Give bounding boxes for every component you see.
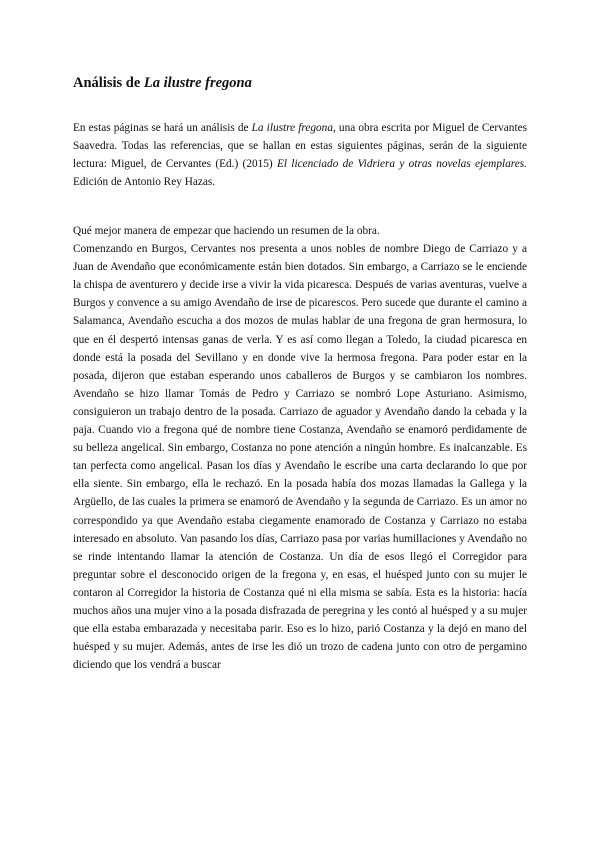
summary-lead: Qué mejor manera de empezar que haciendo un resumen de la obra. [73,225,380,237]
document-title [73,74,252,92]
intro-text-3: Edición de Antonio Rey Hazas. [73,176,216,189]
intro-paragraph [73,119,527,191]
intro-text-2: , una obra escrita por Miguel de Cervantes Saavedra. Todas las referencias, que se hallan en estas siguientes páginas, serán de la siguiente lectura: Miguel, de Cervantes (Ed.) (2015) [73,122,527,171]
intro-work-title: La ilustre fregona [251,122,333,134]
title-work: La ilustre fregona [143,75,252,91]
summary-paragraph [73,222,527,674]
intro-book-title: El licenciado de Vidriera y otras novelas ejemplares. [276,158,527,171]
summary-text: Comenzando en Burgos, Cervantes nos presenta a unos nobles de nombre Diego de Carriazo y a Juan de Avendaño que económicamente están bien dotados. Sin embargo, a Carriazo se le enciende la chispa de aventurero y decide irse a vivir la vida picaresca. Después de varias aventuras, vuelve a Burgos y convence a su amigo Avendaño de irse de picarescos. Pero sucede que durante el camino a Salamanca, Avendaño escucha a dos mozos de mulas hablar de una fregona de gran hermosura, lo que en él despertó intensas ganas de verla. Y es así como llegan a Toledo, la ciudad picaresca en donde está la posada del Sevillano y en donde vive la hermosa fregona. Para poder estar en la posada, dijeron que estaban esperando unos caballeros de Burgos y se cambiaron los nombres. Avendaño se hizo llamar Tomás de Pedro y Carriazo se nombró Lope Asturiano. Asimismo, consiguieron un trabajo dentro de la posada. Carriazo de aguador y Avendaño dando la cebada y la paja. Cuando vio a fregona qué de nombre tiene Costanza, Avendaño se enamoró perdidamente de su belleza angelical. Sin embargo, Costanza no pone atención a ningún hombre. Es inalcanzable. Es tan perfecta como angelical. Pasan los días y Avendaño le escribe una carta declarando lo que por ella siente. Sin embargo, ella le rechazó. En la posada había dos mozas llamadas la Gallega y la Argüello, de las cuales la primera se enamoró de Avendaño y la segunda de Carriazo. Es un amor no correspondido ya que Avendaño estaba ciegamente enamorado de Costanza y Carriazo no estaba interesado en absoluto. Van pasando los días, Carriazo pasa por varias humillaciones y Avendaño no se rinde intentando llamar la atención de Costanza. Un día de esos llegó el Corregidor para preguntar sobre el desconocido origen de la fregona y, en esas, el huésped junto con su mujer le contaron al Corregidor la historia de Costanza qué ni ella misma se sabía. Esta es la historia: hacía muchos años una mujer vino a la posada disfrazada de peregrina y les contó al huésped y a su mujer que ella estaba embarazada y necesitaba parir. Eso es lo hizo, parió Costanza y la dejó en mano del huésped y su mujer. Además, antes de irse les dió un trozo de cadena junto con otro de pergamino diciendo que los vendrá a buscar [73,243,527,672]
title-prefix: Análisis de [73,75,144,91]
intro-text-1: En estas páginas se hará un análisis de [73,122,252,134]
